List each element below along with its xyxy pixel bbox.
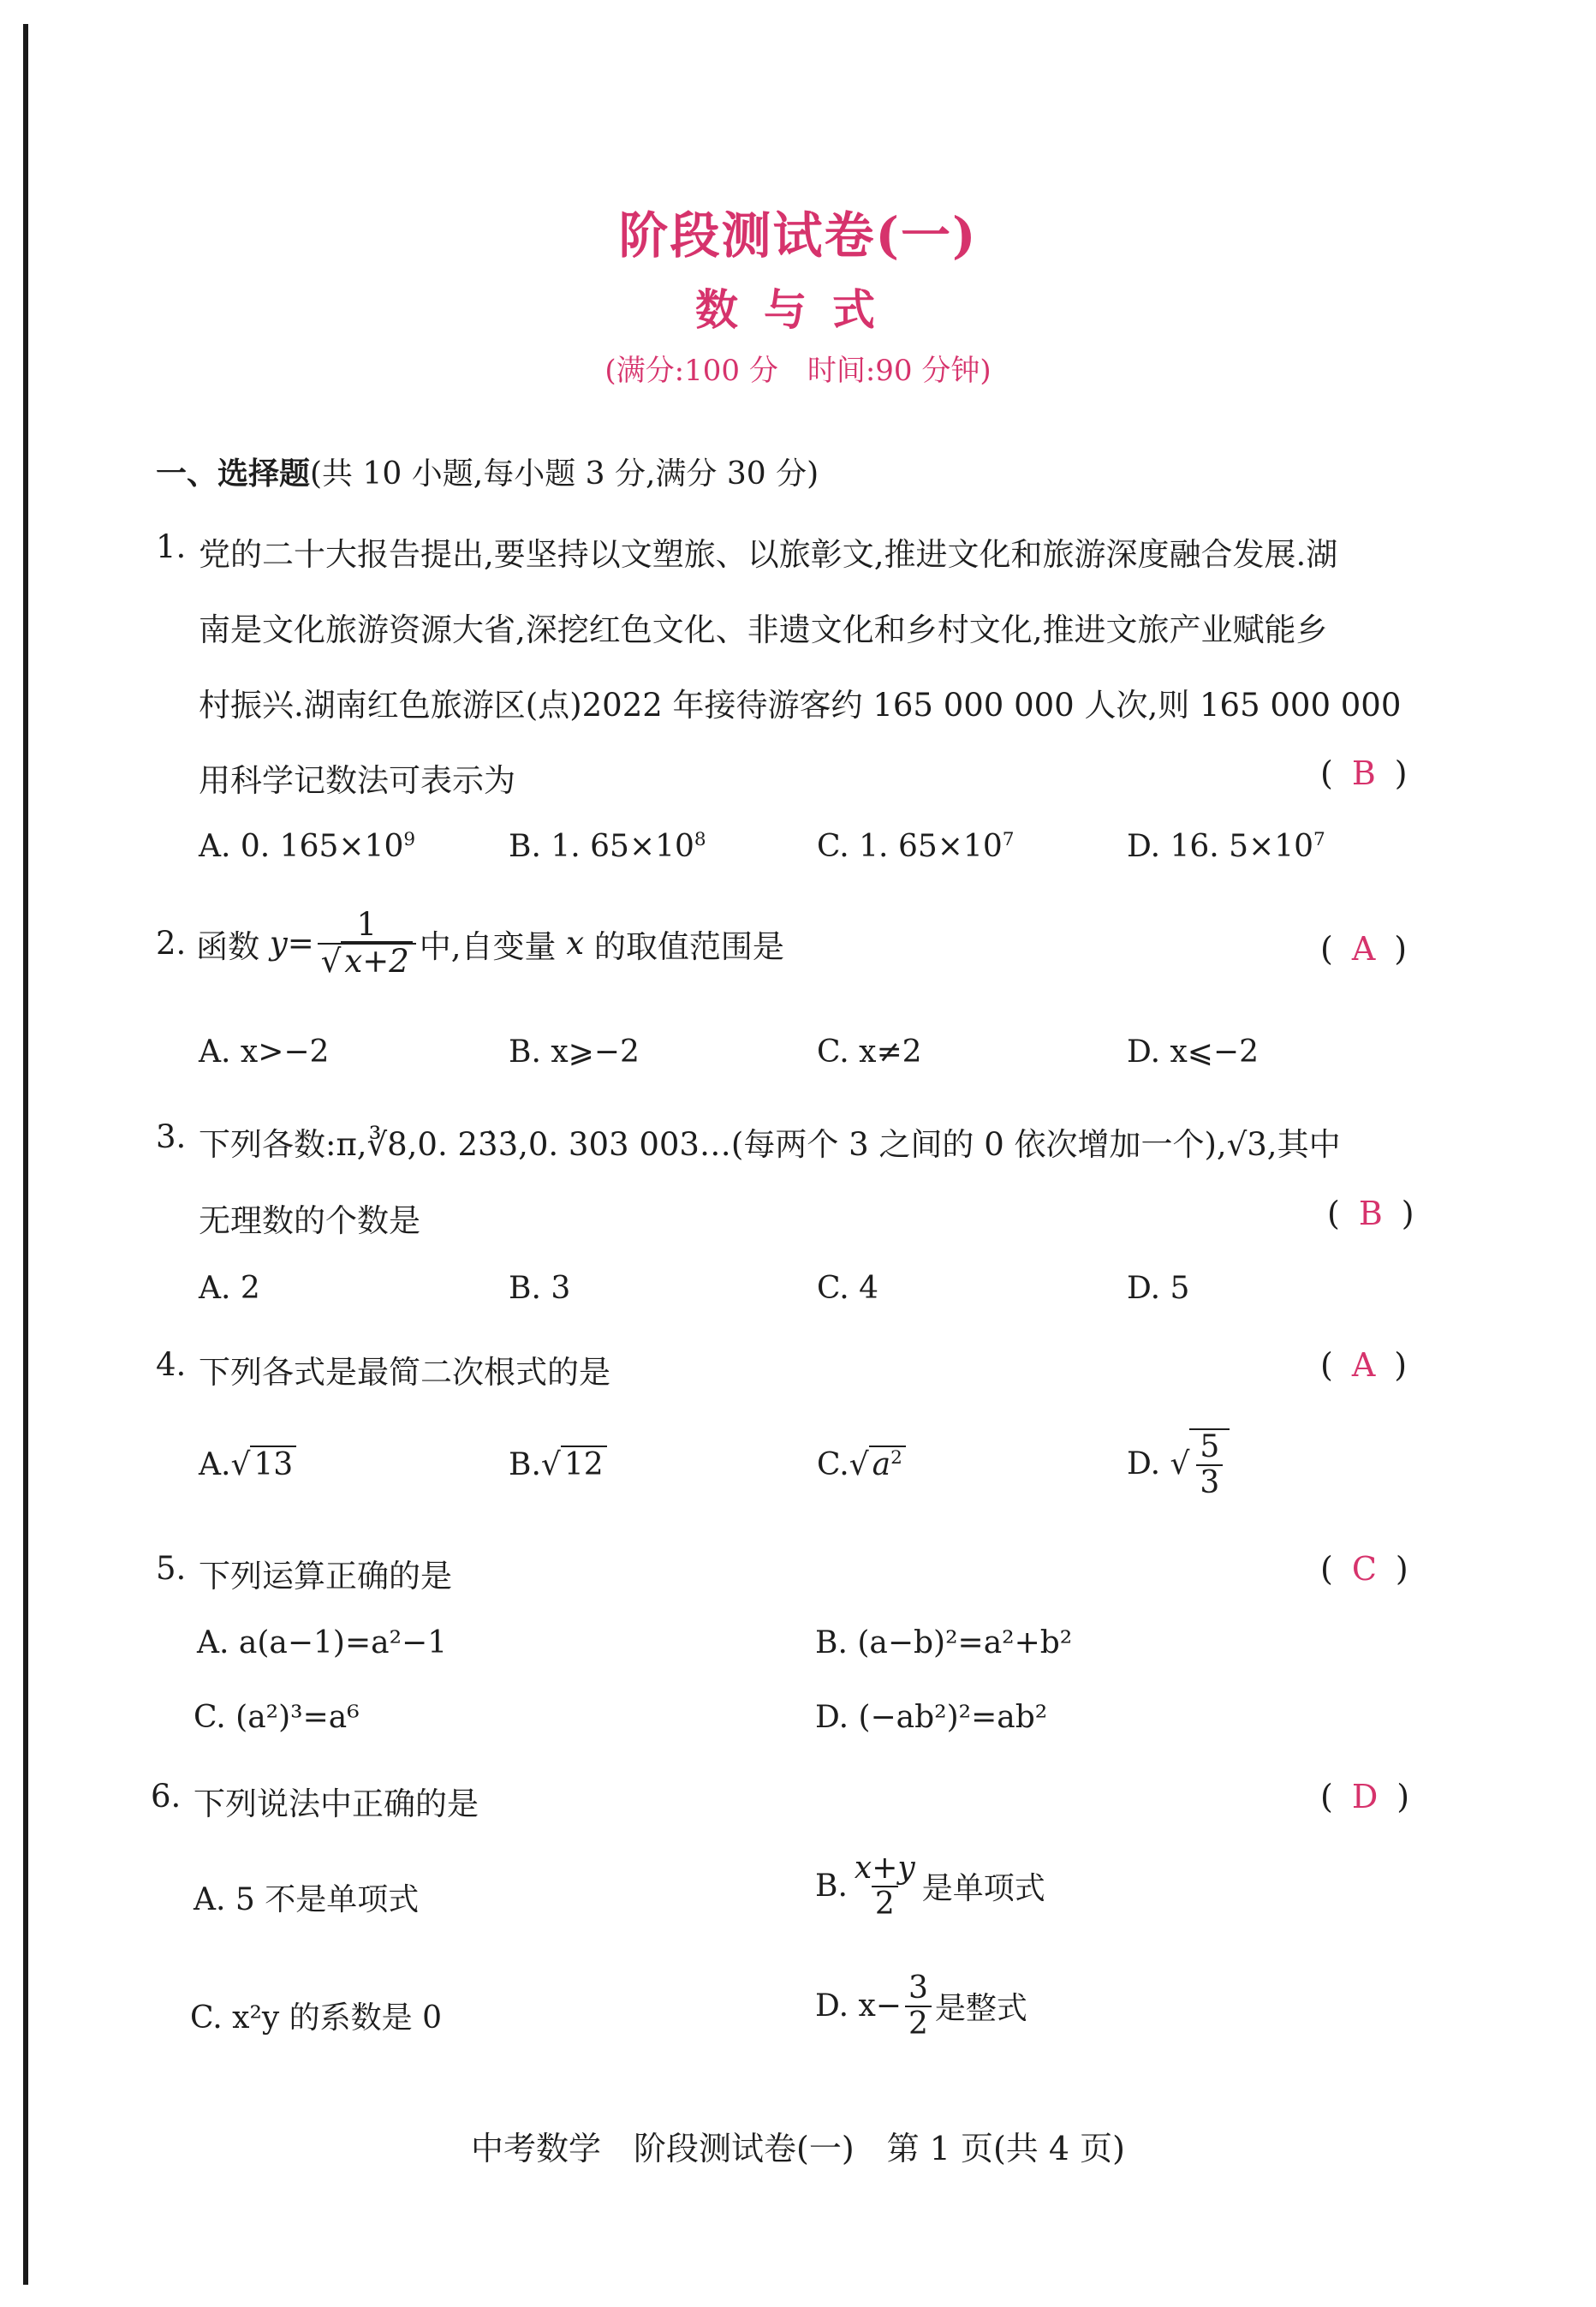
- section-note: (共 10 小题,每小题 3 分,满分 30 分): [310, 456, 819, 492]
- question-5-text: 下列运算正确的是: [199, 1558, 452, 1595]
- question-2-var: x: [566, 925, 585, 963]
- question-6-answer-letter: D: [1351, 1778, 1379, 1815]
- question-1-line-4: 用科学记数法可表示为: [199, 762, 515, 799]
- question-4-answer: ( A ): [1320, 1346, 1408, 1384]
- question-3-option-a: A. 2: [199, 1271, 260, 1306]
- question-2-post: 中,自变量: [419, 927, 557, 965]
- question-3-option-b: B. 3: [509, 1271, 571, 1306]
- question-1-option-a: A. 0. $165\times 10^9$: [199, 829, 416, 864]
- question-2-number: 2.: [156, 925, 187, 963]
- question-1-number: 1.: [156, 528, 187, 565]
- question-3-number: 3.: [156, 1118, 187, 1155]
- question-2-tail: 的取值范围是: [593, 927, 784, 965]
- question-6-option-a: A. 5 不是单项式: [194, 1882, 420, 1917]
- question-2-option-c: C. x≠2: [817, 1034, 922, 1070]
- question-5-option-a: A. a(a−1)=a²−1: [197, 1625, 448, 1660]
- question-1-line-3: 村振兴.湖南红色旅游区(点)2022 年接待游客约 165 000 000 人次,则 165 000 000: [199, 687, 1402, 724]
- question-3-answer-letter: B: [1358, 1195, 1383, 1232]
- question-3-option-c: C. 4: [817, 1271, 879, 1306]
- question-4-answer-letter: A: [1351, 1346, 1376, 1384]
- question-1-answer-letter: B: [1351, 754, 1376, 792]
- question-1-line-2: 南是文化旅游资源大省,深挖红色文化、非遗文化和乡村文化,推进文旅产业赋能乡: [199, 611, 1328, 648]
- question-3-option-d: D. 5: [1127, 1271, 1190, 1306]
- question-6-option-d: D. x− $\frac{3}{2}$ 是整式: [815, 1970, 1027, 2042]
- question-6-answer: ( D ): [1320, 1778, 1410, 1815]
- question-6-text: 下列说法中正确的是: [194, 1785, 479, 1822]
- question-1-line-1: 党的二十大报告提出,要坚持以文塑旅、以旅彰文,推进文化和旅游深度融合发展.湖: [199, 536, 1338, 573]
- question-4-option-c: C.√ $a^2$: [817, 1447, 906, 1482]
- question-5-answer: ( C ): [1320, 1550, 1408, 1588]
- paper-subtitle: 数与式: [695, 284, 901, 335]
- question-2-pre: 函数: [196, 927, 260, 965]
- question-6-number: 6.: [151, 1778, 182, 1815]
- question-5-option-b: B. (a−b)²=a²+b²: [815, 1625, 1073, 1660]
- question-4-option-d: D. √ $\frac{5}{3}$: [1127, 1428, 1230, 1499]
- question-3-line-2: 无理数的个数是: [199, 1202, 420, 1239]
- question-2-fraction: $\frac{1}{√ x+2}$: [318, 908, 416, 979]
- question-3-line-1: 下列各数:π,∛8,0. 23̇3̇,0. 303 003…(每两个 3 之间的 0 依次增加一个),√3,其中: [199, 1126, 1341, 1163]
- question-4-option-a: A.√ 13: [199, 1447, 296, 1482]
- question-2-option-d: D. x⩽−2: [1127, 1034, 1260, 1070]
- question-4-number: 4.: [156, 1346, 187, 1383]
- question-2-y-eq: y=: [269, 925, 314, 963]
- question-1-option-d: D. 16. $5\times 10^7$: [1127, 829, 1325, 864]
- question-2-answer-letter: A: [1351, 930, 1376, 968]
- question-4-text: 下列各式是最简二次根式的是: [199, 1354, 610, 1391]
- score-time-info: (满分:100 分 时间:90 分钟): [604, 354, 992, 388]
- question-6-option-b: B. $\frac{x+y}{2}$ 是单项式: [815, 1851, 1045, 1922]
- question-6-option-c: C. x²y 的系数是 0: [190, 2000, 443, 2036]
- question-1-answer: ( B ): [1320, 754, 1408, 792]
- section-label: 一、选择题: [156, 456, 311, 492]
- question-1-option-c: C. 1. $65\times 10^7$: [817, 829, 1015, 864]
- question-1-option-b: B. 1. $65\times 10^8$: [509, 829, 706, 864]
- question-4-option-b: B.√ 12: [509, 1447, 607, 1482]
- question-2-option-a: A. x>−2: [199, 1034, 330, 1070]
- question-5-number: 5.: [156, 1550, 187, 1587]
- question-5-option-d: D. (−ab²)²=ab²: [815, 1700, 1048, 1735]
- page-footer: 中考数学 阶段测试卷(一) 第 1 页(共 4 页): [471, 2130, 1125, 2167]
- question-5-option-c: C. (a²)³=a⁶: [194, 1700, 360, 1735]
- question-2-answer: ( A ): [1320, 930, 1408, 968]
- paper-title: 阶段测试卷(一): [618, 206, 978, 265]
- question-5-answer-letter: C: [1351, 1550, 1377, 1588]
- question-3-answer: ( B ): [1327, 1195, 1414, 1232]
- question-2-option-b: B. x⩾−2: [509, 1034, 640, 1070]
- question-2-stem: [156, 908, 784, 979]
- section-heading: [156, 450, 819, 493]
